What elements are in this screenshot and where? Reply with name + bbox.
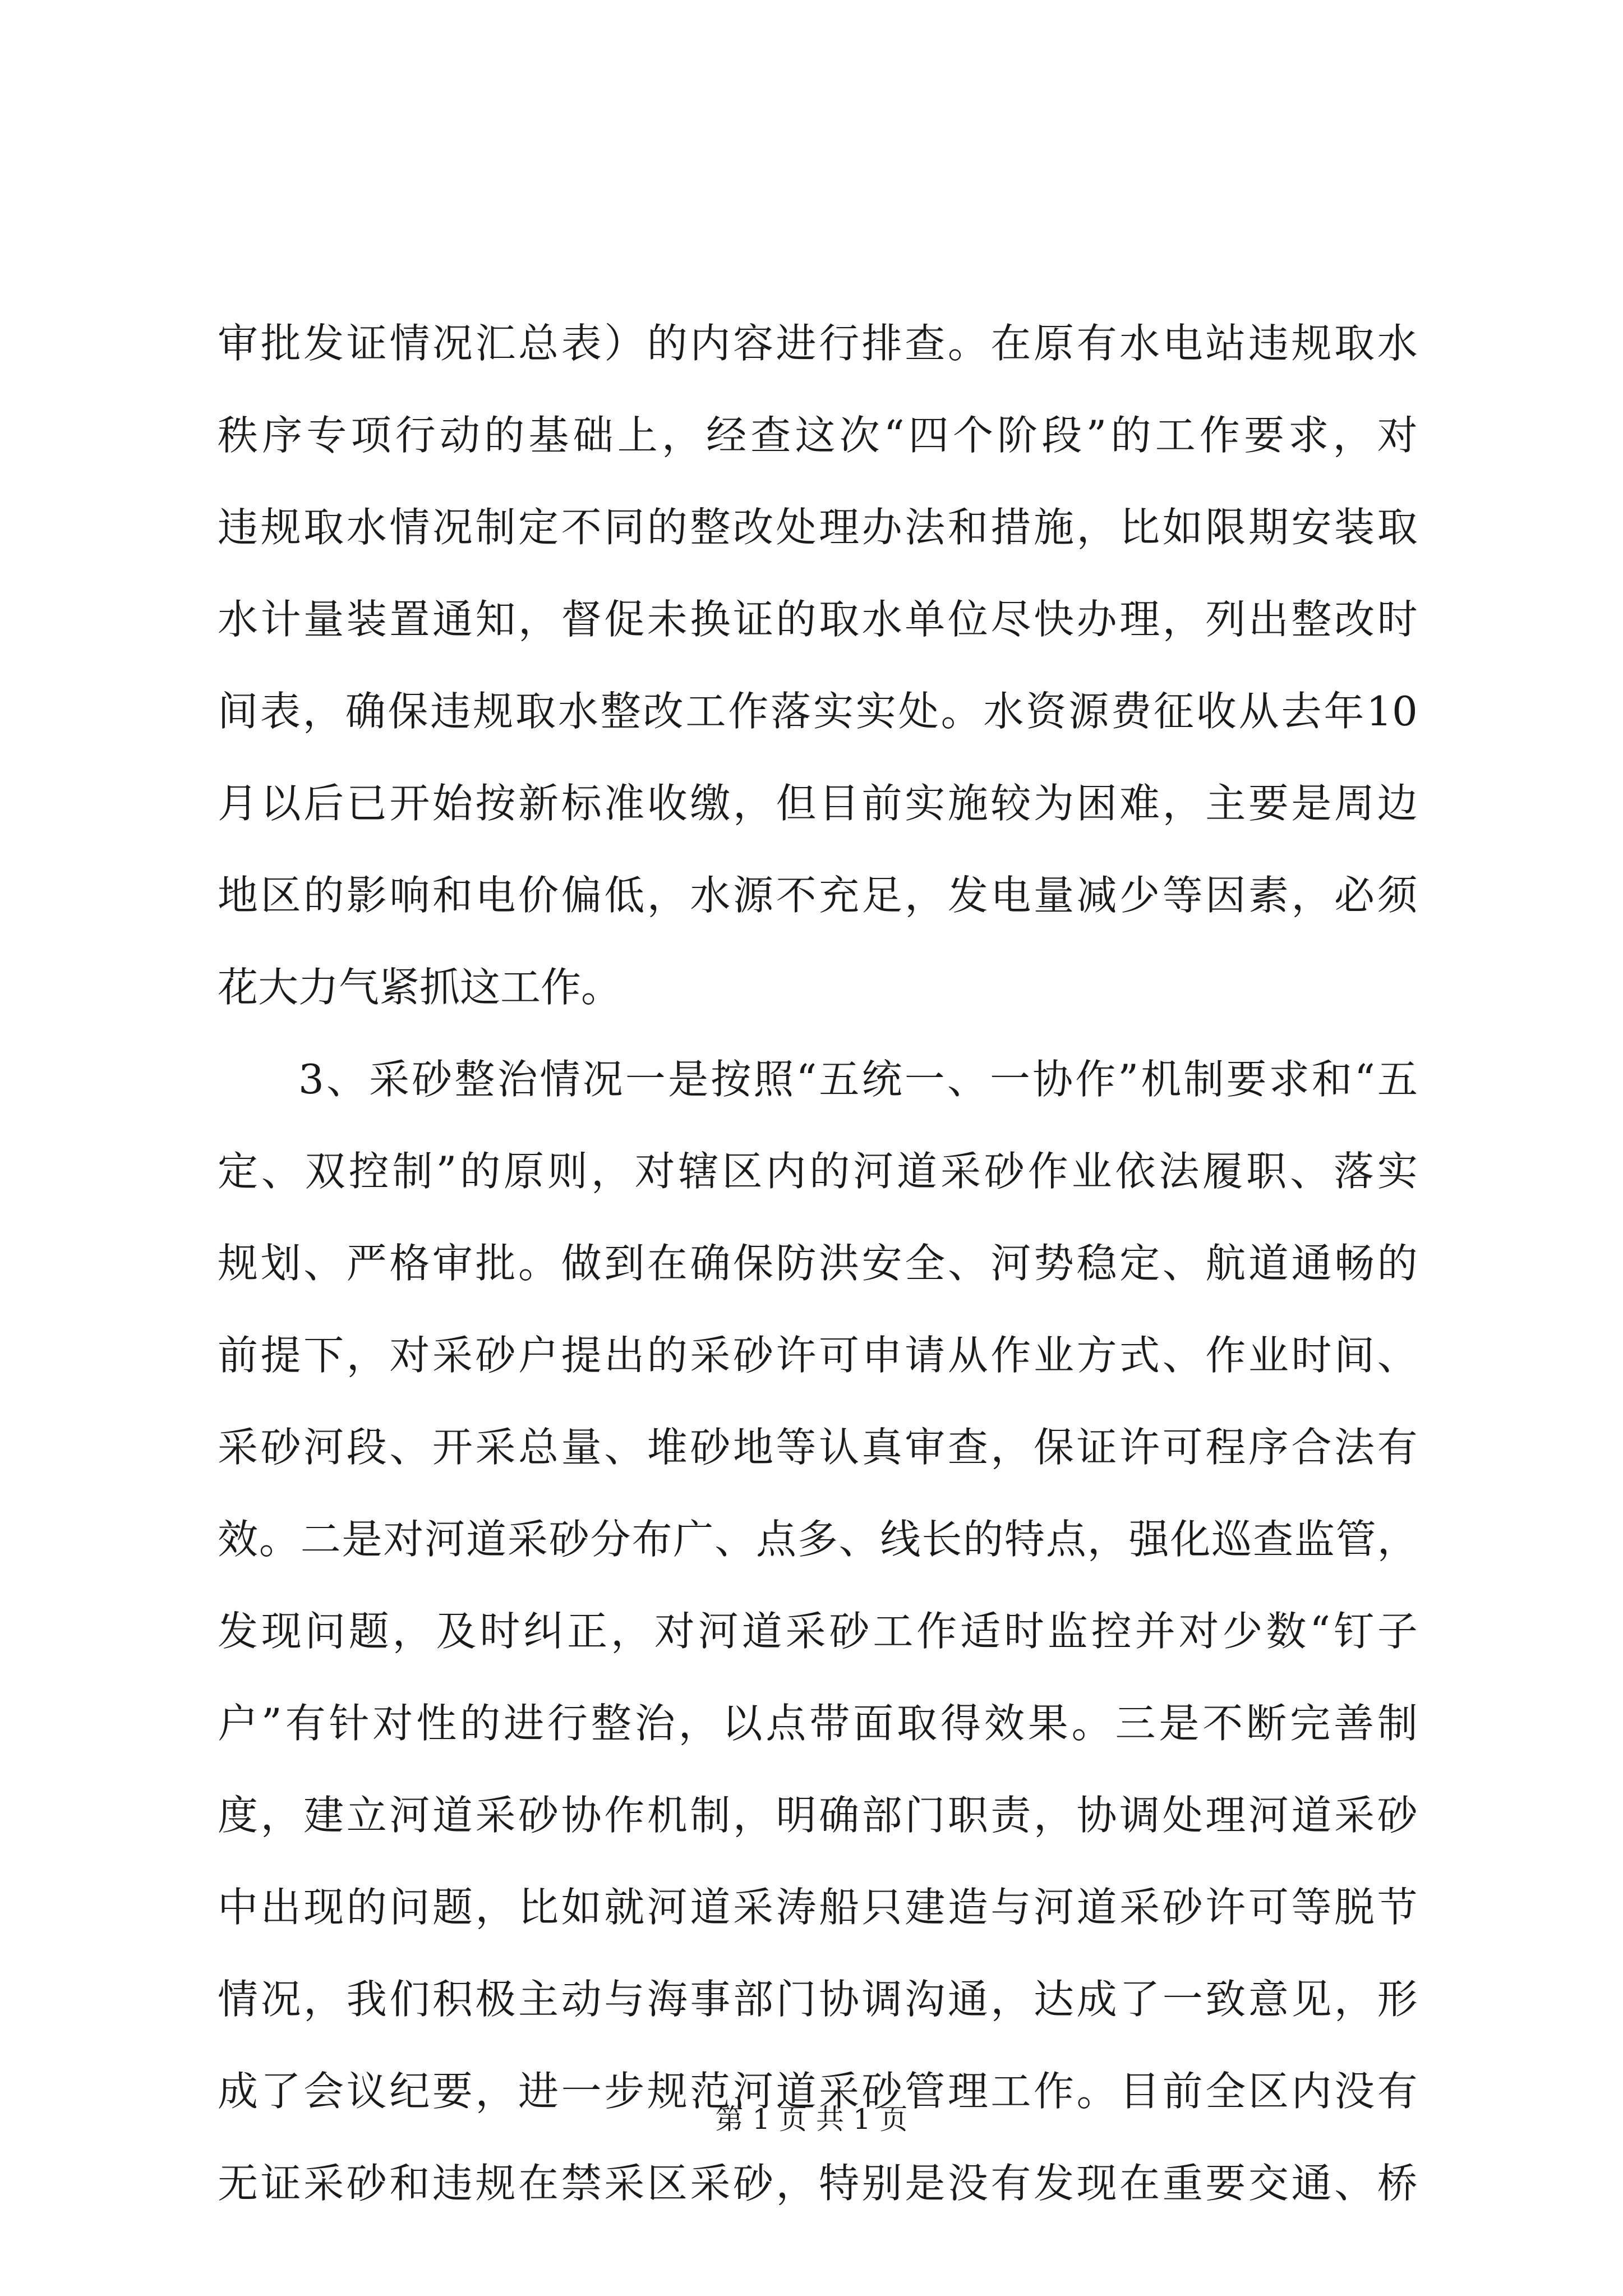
text-line: 情 况 ， 我 们 积 极 主 动 与 海 事 部 门 协 调 沟 通 ， 达 成 了 一 致 意 见 ， 形	[218, 1976, 1418, 2023]
text-line: 采 砂 河 段 、 开 采 总 量 、 堆 砂 地 等 认 真 审 查 ， 保 证 许 可 程 序 合 法 有	[218, 1424, 1418, 1471]
text-line: 地 区 的 影 响 和 电 价 偏 低 ， 水 源 不 充 足 ， 发 电 量 减 少 等 因 素 ， 必 须	[218, 872, 1418, 919]
text-line: 户 ” 有 针 对 性 的 进 行 整 治 ， 以 点 带 面 取 得 效 果 。 三 是 不 断 完 善 制	[218, 1700, 1418, 1747]
body-text	[218, 297, 1418, 2229]
text-line: 发 现 问 题 ， 及 时 纠 正 ， 对 河 道 采 砂 工 作 适 时 监 控 并 对 少 数 “ 钉 子	[218, 1608, 1418, 1655]
page-number-footer: 第 1 页 共 1 页	[715, 2103, 908, 2136]
text-line: 秩 序 专 项 行 动 的 基 础 上 ， 经 查 这 次 “ 四 个 阶 段 ” 的 工 作 要 求 ， 对	[218, 412, 1418, 459]
text-line: 定 、 双 控 制 ” 的 原 则 ， 对 辖 区 内 的 河 道 采 砂 作 业 依 法 履 职 、 落 实	[218, 1148, 1418, 1195]
text-line: 前 提 下 ， 对 采 砂 户 提 出 的 采 砂 许 可 申 请 从 作 业 方 式 、 作 业 时 间 、	[218, 1332, 1418, 1379]
text-line: 效 。 二 是 对 河 道 采 砂 分 布 广 、 点 多 、 线 长 的 特 点 ， 强 化 巡 查 监 管 ，	[218, 1516, 1418, 1563]
text-line: 审 批 发 证 情 况 汇 总 表 ） 的 内 容 进 行 排 查 。 在 原 有 水 电 站 违 规 取 水	[218, 320, 1418, 367]
text-line: 花大力气紧抓这工作。	[218, 964, 622, 1011]
text-line: 间 表 ， 确 保 违 规 取 水 整 改 工 作 落 实 实 处 。 水 资 源 费 征 收 从 去 年 10	[218, 688, 1418, 735]
text-line: 3 、 采 砂 整 治 情 况 一 是 按 照 “ 五 统 一 、 一 协 作 ” 机 制 要 求 和 “ 五	[298, 1056, 1418, 1103]
text-line: 无 证 采 砂 和 违 规 在 禁 采 区 采 砂 ， 特 别 是 没 有 发 现 在 重 要 交 通 、 桥	[218, 2160, 1418, 2207]
text-line: 度 ， 建 立 河 道 采 砂 协 作 机 制 ， 明 确 部 门 职 责 ， 协 调 处 理 河 道 采 砂	[218, 1792, 1418, 1839]
text-line: 水 计 量 装 置 通 知 ， 督 促 未 换 证 的 取 水 单 位 尽 快 办 理 ， 列 出 整 改 时	[218, 596, 1418, 643]
text-line: 成 了 会 议 纪 要 ， 进 一 步 规 范 河 道 采 砂 管 理 工 作 。 目 前 全 区 内 没 有	[218, 2068, 1418, 2115]
text-line: 月 以 后 已 开 始 按 新 标 准 收 缴 ， 但 目 前 实 施 较 为 困 难 ， 主 要 是 周 边	[218, 780, 1418, 827]
text-line: 违 规 取 水 情 况 制 定 不 同 的 整 改 处 理 办 法 和 措 施 ， 比 如 限 期 安 装 取	[218, 504, 1418, 551]
text-line: 中 出 现 的 问 题 ， 比 如 就 河 道 采 涛 船 只 建 造 与 河 道 采 砂 许 可 等 脱 节	[218, 1884, 1418, 1931]
text-line: 规 划 、 严 格 审 批 。 做 到 在 确 保 防 洪 安 全 、 河 势 稳 定 、 航 道 通 畅 的	[218, 1240, 1418, 1287]
